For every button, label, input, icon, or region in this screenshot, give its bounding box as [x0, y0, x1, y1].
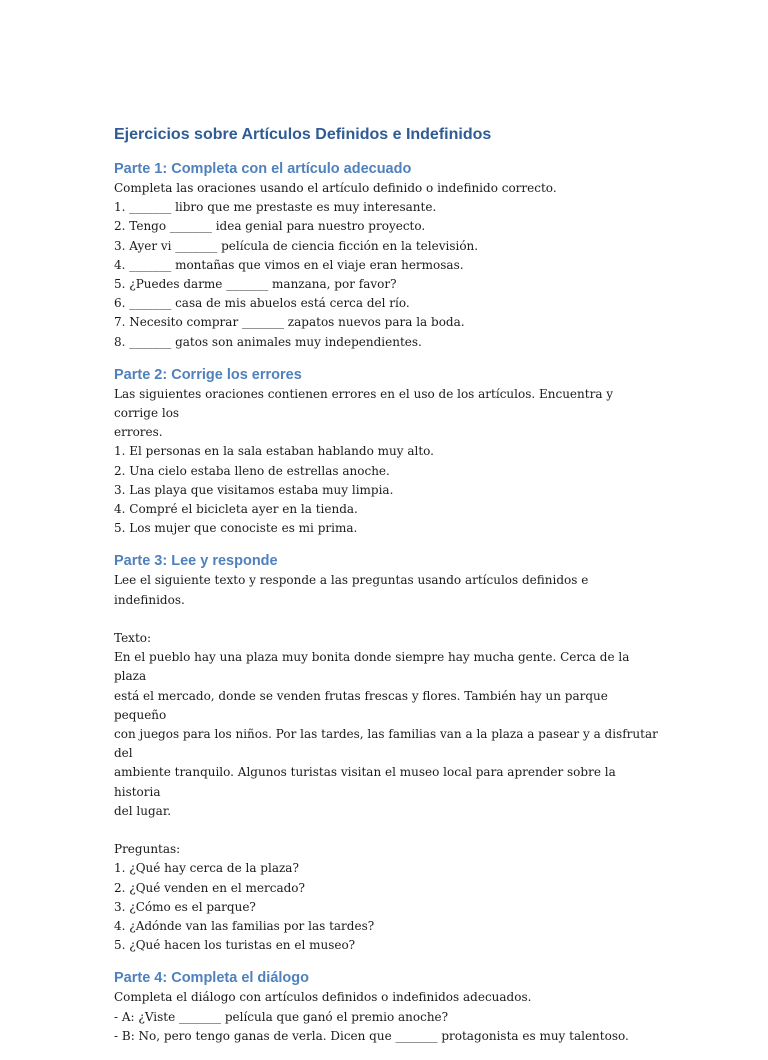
- section-heading-part-3: Parte 3: Lee y responde: [114, 553, 278, 570]
- document-title: Ejercicios sobre Artículos Definidos e Indefinidos: [114, 126, 492, 143]
- exercise-item: 1. _______ libro que me prestaste es muy interesante.: [114, 200, 437, 215]
- dialogue-line: - A: ¿Viste _______ película que ganó el premio anoche?: [114, 1009, 449, 1024]
- section-part-4: [114, 969, 659, 1046]
- instruction-text: errores.: [114, 425, 163, 440]
- exercise-item: 3. Las playa que visitamos estaba muy limpia.: [114, 482, 394, 497]
- exercise-item: 7. Necesito comprar _______ zapatos nuevos para la boda.: [114, 315, 465, 330]
- questions-label: Preguntas:: [114, 842, 181, 857]
- instruction-text: Las siguientes oraciones contienen errores en el uso de los artículos. Encuentra y corrige los: [114, 386, 617, 421]
- reading-text-line: está el mercado, donde se venden frutas frescas y flores. También hay un parque pequeño: [114, 688, 612, 722]
- blank-line: [114, 610, 659, 629]
- section-part-3: [114, 552, 662, 955]
- exercise-item: 2. Tengo _______ idea genial para nuestro proyecto.: [114, 219, 426, 234]
- section-heading-part-4: Parte 4: Completa el diálogo: [114, 970, 309, 987]
- section-part-2: [114, 366, 659, 539]
- text-label: Texto:: [114, 631, 152, 646]
- exercise-item: 4. Compré el bicicleta ayer en la tienda.: [114, 502, 358, 517]
- exercise-item: 5. Los mujer que conociste es mi prima.: [114, 521, 358, 536]
- question-item: 4. ¿Adónde van las familias por las tardes?: [114, 919, 375, 934]
- exercise-item: 3. Ayer vi _______ película de ciencia ficción en la televisión.: [114, 238, 479, 253]
- section-part-1: [114, 160, 659, 352]
- instruction-text: Lee el siguiente texto y responde a las preguntas usando artículos definidos e indefinidos.: [114, 573, 593, 607]
- blank-line: [114, 821, 659, 840]
- reading-text-line: del lugar.: [114, 803, 172, 818]
- reading-text-line: con juegos para los niños. Por las tardes, las familias van a la plaza a pasear y a disfrutar del: [114, 727, 662, 761]
- section-heading-part-2: Parte 2: Corrige los errores: [114, 366, 302, 383]
- question-item: 2. ¿Qué venden en el mercado?: [114, 880, 305, 895]
- reading-text-line: ambiente tranquilo. Algunos turistas visitan el museo local para aprender sobre la historia: [114, 765, 620, 799]
- instruction-text: Completa las oraciones usando el artículo definido o indefinido correcto.: [114, 181, 557, 195]
- reading-text-line: En el pueblo hay una plaza muy bonita donde siempre hay mucha gente. Cerca de la plaza: [114, 650, 634, 684]
- document-page: [114, 124, 662, 1060]
- section-heading-part-1: Parte 1: Completa con el artículo adecuado: [114, 161, 412, 177]
- dialogue-line: - B: No, pero tengo ganas de verla. Dicen que _______ protagonista es muy talentoso.: [114, 1028, 629, 1043]
- exercise-item: 2. Una cielo estaba lleno de estrellas anoche.: [114, 463, 390, 478]
- exercise-item: 5. ¿Puedes darme _______ manzana, por favor?: [114, 277, 397, 292]
- exercise-item: 1. El personas en la sala estaban hablando muy alto.: [114, 444, 434, 459]
- exercise-item: 6. _______ casa de mis abuelos está cerca del río.: [114, 296, 410, 311]
- question-item: 5. ¿Qué hacen los turistas en el museo?: [114, 938, 356, 953]
- exercise-item: 4. _______ montañas que vimos en el viaje eran hermosas.: [114, 257, 464, 272]
- question-item: 1. ¿Qué hay cerca de la plaza?: [114, 861, 299, 876]
- instruction-text: Completa el diálogo con artículos definidos o indefinidos adecuados.: [114, 990, 532, 1005]
- question-item: 3. ¿Cómo es el parque?: [114, 899, 256, 914]
- exercise-item: 8. _______ gatos son animales muy independientes.: [114, 334, 422, 349]
